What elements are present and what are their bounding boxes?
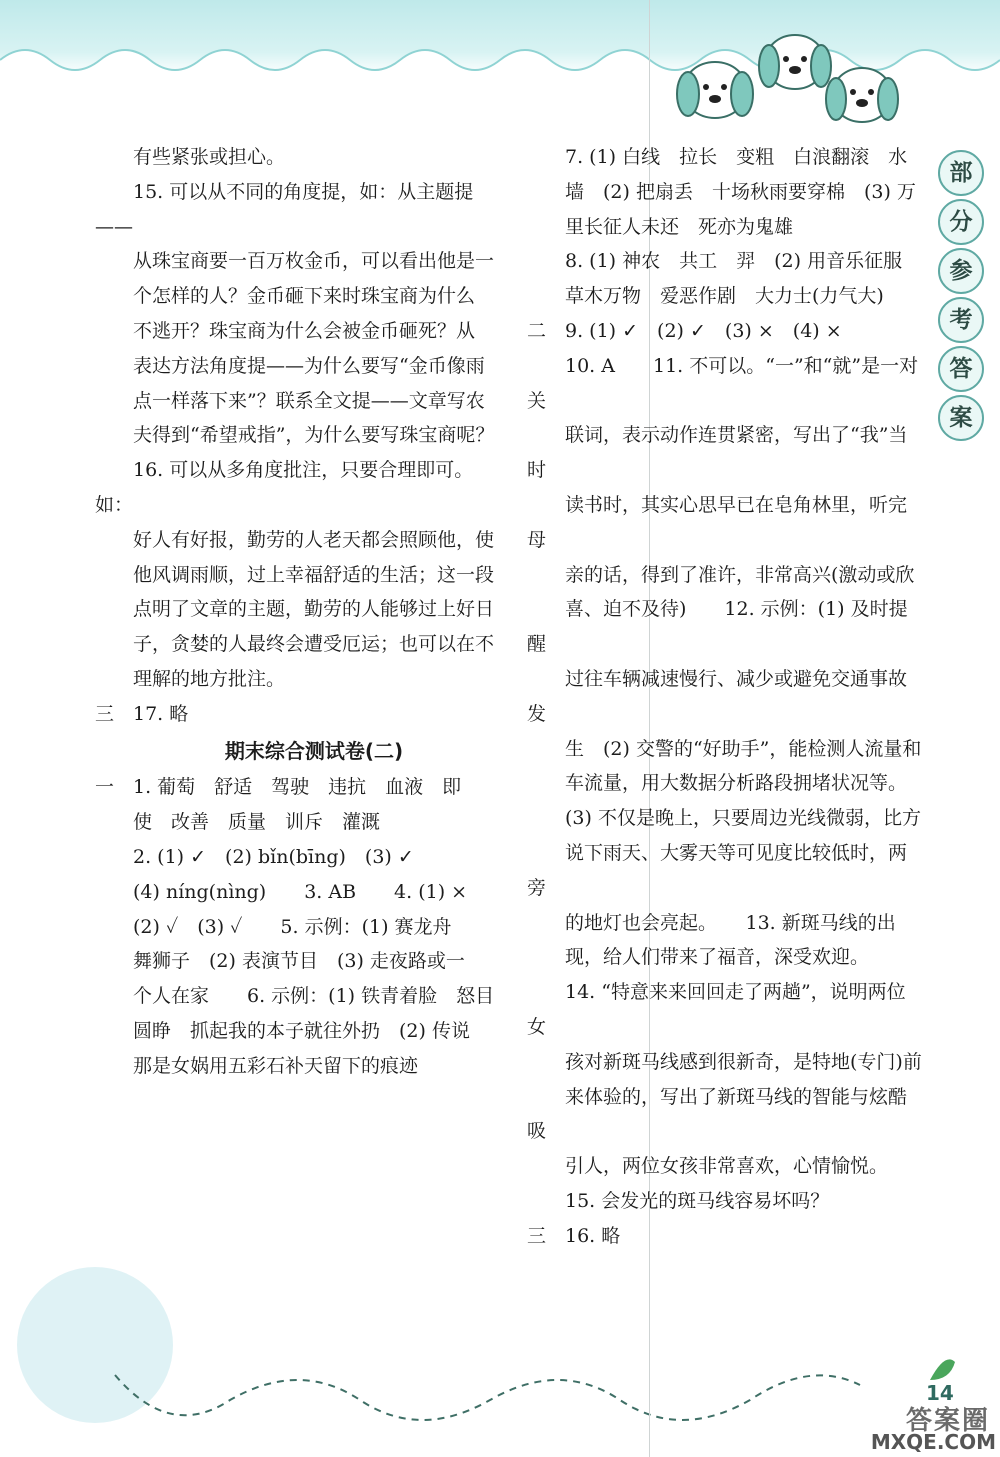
- answer-text: 引人，两位女孩非常喜欢，心情愉悦。: [565, 1155, 889, 1178]
- bottom-dashed-wave: [115, 1375, 860, 1420]
- side-title: [935, 150, 987, 444]
- answer-line: [527, 210, 922, 245]
- answer-text: 子，贪婪的人最终会遭受厄运；也可以在不: [133, 633, 495, 656]
- answer-line: [527, 244, 922, 279]
- answer-line: [527, 349, 922, 419]
- answer-line: [527, 314, 922, 349]
- answer-line: [527, 732, 922, 767]
- answer-text: 使 改善 质量 训斥 灌溉: [133, 811, 381, 834]
- answer-line: [95, 592, 495, 627]
- answer-line: [95, 770, 495, 805]
- answer-line: [527, 558, 922, 593]
- answer-text: 好人有好报，勤劳的人老天都会照顾他，使: [133, 528, 495, 551]
- answer-text: 14. “特意来来回回走了两趟”，说明两位女: [527, 981, 906, 1038]
- answer-line: [95, 175, 495, 245]
- section-heading: 期末综合测试卷(二): [224, 738, 404, 763]
- side-title-char: 考: [938, 297, 984, 343]
- answer-line: [95, 979, 495, 1014]
- answer-line: [95, 314, 495, 349]
- answer-line: [95, 349, 495, 384]
- answer-text: 他风调雨顺，过上幸福舒适的生活；这一段: [133, 563, 495, 586]
- answer-text: 里长征人未还 死亦为鬼雄: [565, 215, 794, 238]
- answer-text: (4) níng(nìng) 3. AB 4. (1) ×: [133, 880, 468, 903]
- answer-line: [527, 975, 922, 1045]
- answer-text: 现，给人们带来了福音，深受欢迎。: [565, 946, 870, 969]
- answer-line: [527, 906, 922, 941]
- answer-text: 墙 (2) 把扇丢 十场秋雨要穿棉 (3) 万: [565, 180, 916, 203]
- answer-line: [95, 627, 495, 662]
- answer-text: 个怎样的人？金币砸下来时珠宝商为什么: [133, 285, 476, 308]
- answer-line: [95, 840, 495, 875]
- answer-text: 理解的地方批注。: [133, 667, 286, 690]
- answer-text: 来体验的，写出了新斑马线的智能与炫酷吸: [527, 1085, 908, 1143]
- answer-text: 点明了文章的主题，勤劳的人能够过上好日: [133, 598, 495, 621]
- answer-line: [527, 1184, 922, 1219]
- answer-text: 圆睁 抓起我的本子就往外扔 (2) 传说: [133, 1019, 470, 1042]
- leaf-icon: [930, 1359, 955, 1380]
- answer-line: [95, 418, 495, 453]
- answer-line: [95, 910, 495, 945]
- answer-text: 说下雨天、大雾天等可见度比较低时，两旁: [527, 841, 908, 899]
- section-mark: 一: [95, 776, 115, 799]
- answer-line: [527, 662, 922, 732]
- answer-line: [95, 384, 495, 419]
- answer-text: (3) 不仅是晚上，只要周边光线微弱，比方: [565, 807, 921, 830]
- answer-text: 8. (1) 神农 共工 羿 (2) 用音乐征服: [565, 250, 903, 273]
- answer-text: 车流量，用大数据分析路段拥堵状况等。: [565, 772, 908, 795]
- answer-line: [527, 836, 922, 906]
- answer-text: 读书时，其实心思早已在皂角林里，听完母: [527, 493, 908, 551]
- side-title-char: 答: [938, 346, 984, 392]
- section-mark: 三: [95, 702, 115, 725]
- answer-text: 点一样落下来”？联系全文提——文章写农: [133, 389, 485, 412]
- answer-text: 不逃开？珠宝商为什么会被金币砸死？从: [133, 319, 476, 342]
- section-mark: 二: [527, 319, 547, 342]
- answer-text: 9. (1) ✓ (2) ✓ (3) × (4) ×: [565, 319, 842, 342]
- answer-text: 16. 可以从多角度批注，只要合理即可。如：: [95, 459, 474, 516]
- watermark-site: MXQE.COM: [870, 1430, 996, 1454]
- answer-text: 亲的话，得到了准许，非常高兴(激动或欣: [565, 563, 915, 586]
- answer-text: 从珠宝商要一百万枚金币，可以看出他是一: [133, 250, 495, 273]
- answer-text: 表达方法角度提——为什么要写“金币像雨: [133, 354, 485, 377]
- answer-text: 17. 略: [133, 702, 189, 725]
- answer-line: [527, 279, 922, 314]
- answer-line: [527, 1149, 922, 1184]
- answer-text: 15. 会发光的斑马线容易坏吗？: [565, 1189, 830, 1212]
- answer-text: 那是女娲用五彩石补天留下的痕迹: [133, 1054, 419, 1077]
- answer-text: 舞狮子 (2) 表演节目 (3) 走夜路或一: [133, 950, 465, 973]
- watermark: [820, 1400, 1000, 1457]
- answer-line: [95, 662, 495, 697]
- answer-text: 16. 略: [565, 1224, 621, 1247]
- answer-line: [95, 558, 495, 593]
- answer-text: 生 (2) 交警的“好助手”，能检测人流量和: [565, 737, 922, 760]
- answer-text: (2) ✓ (3) ✓ 5. 示例：(1) 赛龙舟: [133, 915, 452, 938]
- page-number: 14: [926, 1381, 954, 1405]
- answer-line: [527, 418, 922, 488]
- answer-line: [527, 140, 922, 175]
- answer-text: 2. (1) ✓ (2) bǐn(bīng) (3) ✓: [133, 845, 414, 868]
- answer-line: [95, 523, 495, 558]
- answer-line: [95, 875, 495, 910]
- answer-text: 过往车辆减速慢行、减少或避免交通事故发: [527, 667, 908, 725]
- answer-line: [95, 453, 495, 523]
- answer-line: [527, 766, 922, 801]
- watermark-logo: 答案圈: [905, 1406, 990, 1436]
- puppy-icon: [759, 35, 831, 89]
- answer-line: [95, 244, 495, 279]
- answer-line: [527, 801, 922, 836]
- answer-line: [95, 1014, 495, 1049]
- left-column: [95, 140, 495, 1084]
- answer-text: 喜、迫不及待) 12. 示例：(1) 及时提醒: [527, 598, 908, 656]
- answer-line: [527, 1045, 922, 1080]
- answer-line: [95, 1049, 495, 1084]
- answer-line: [527, 1219, 922, 1254]
- answer-text: 的地灯也会亮起。 13. 新斑马线的出: [565, 911, 896, 934]
- side-title-char: 部: [938, 150, 984, 196]
- answer-text: 夫得到“希望戒指”，为什么要写珠宝商呢？: [133, 424, 495, 447]
- answer-text: 联词，表示动作连贯紧密，写出了“我”当时: [527, 424, 908, 482]
- answer-text: 草木万物 爱恶作剧 大力士(力气大): [565, 285, 884, 308]
- decorative-circle: [17, 1267, 173, 1423]
- answer-text: 个人在家 6. 示例：(1) 铁青着脸 怒目: [133, 985, 495, 1008]
- answer-text: 15. 可以从不同的角度提，如：从主题提——: [95, 180, 474, 238]
- answer-line: [527, 488, 922, 558]
- right-column: [527, 140, 922, 1254]
- answer-line: [527, 592, 922, 662]
- section-mark: 三: [527, 1224, 547, 1247]
- answer-line: [95, 140, 495, 175]
- side-title-char: 分: [938, 199, 984, 245]
- answer-line: [95, 805, 495, 840]
- answer-line: [95, 944, 495, 979]
- side-title-char: 案: [938, 395, 984, 441]
- answer-line: [95, 697, 495, 732]
- answer-text: 7. (1) 白线 拉长 变粗 白浪翻滚 水: [565, 146, 908, 168]
- side-title-char: 参: [938, 248, 984, 294]
- answer-line: [95, 279, 495, 314]
- answer-text: 1. 葡萄 舒适 驾驶 违抗 血液 即: [133, 776, 462, 799]
- answer-line: [527, 1080, 922, 1150]
- answer-line: [527, 175, 922, 210]
- answer-text: 10. A 11. 不可以。“一”和“就”是一对关: [527, 354, 919, 412]
- answer-line: [527, 940, 922, 975]
- answer-text: 有些紧张或担心。: [133, 146, 286, 168]
- answer-text: 孩对新斑马线感到很新奇，是特地(专门)前: [565, 1050, 922, 1073]
